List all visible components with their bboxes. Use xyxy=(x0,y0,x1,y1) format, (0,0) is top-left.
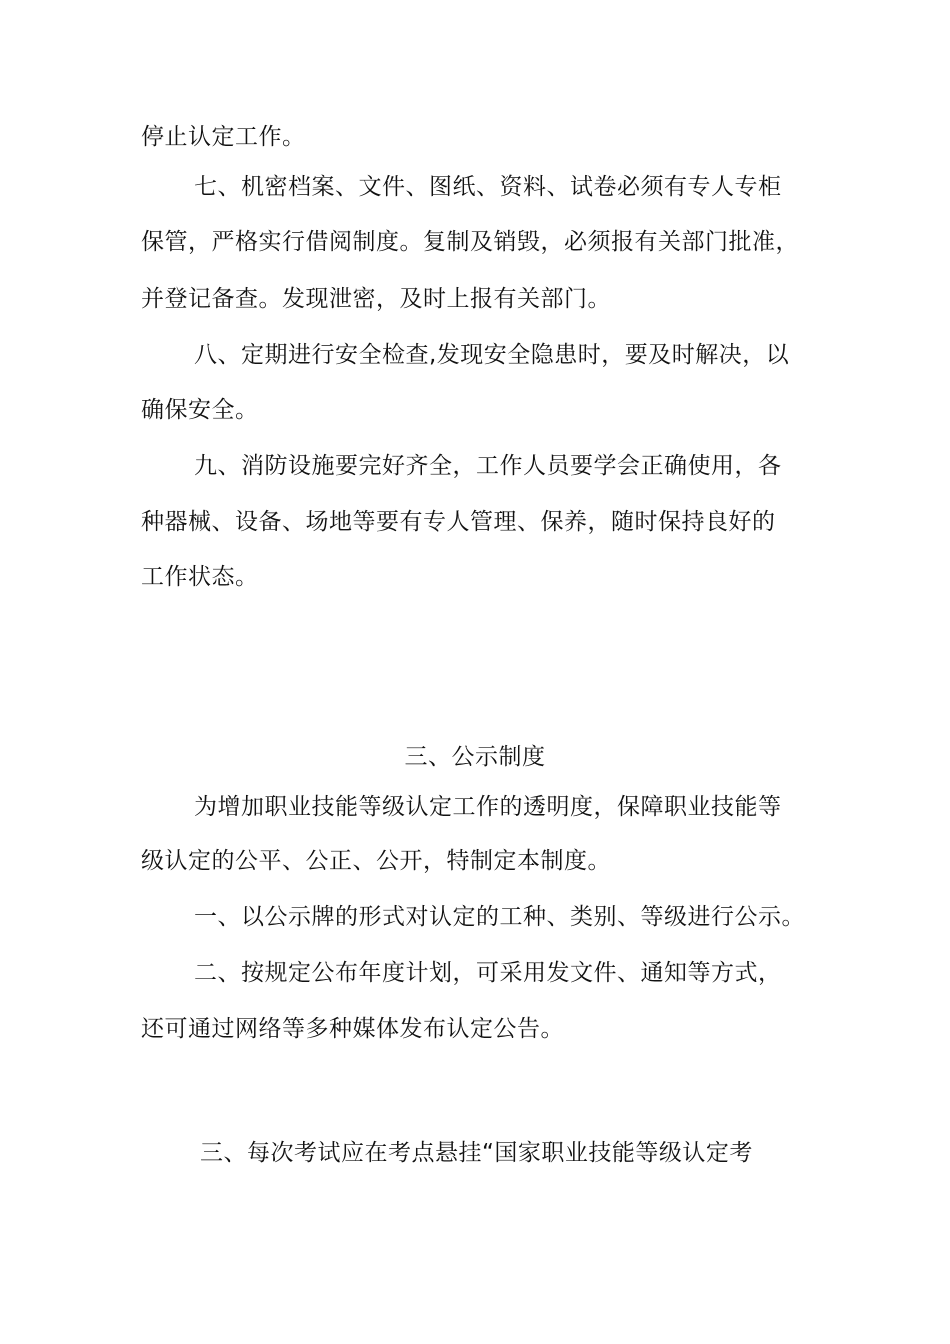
paragraph-line: 停止认定工作。 xyxy=(141,124,306,150)
paragraph-line: 种器械、设备、场地等要有专人管理、保养，随时保持良好的 xyxy=(141,509,776,535)
paragraph-line: 二、按规定公布年度计划，可采用发文件、通知等方式， xyxy=(194,960,782,986)
paragraph-line: 还可通过网络等多种媒体发布认定公告。 xyxy=(141,1016,564,1042)
section-title: 三、公示制度 xyxy=(404,744,546,770)
paragraph-line: 确保安全。 xyxy=(141,397,259,423)
paragraph-line: 级认定的公平、公正、公开，特制定本制度。 xyxy=(141,848,611,874)
paragraph-line: 工作状态。 xyxy=(141,564,259,590)
paragraph-line: 八、定期进行安全检查,发现安全隐患时，要及时解决，以 xyxy=(194,342,790,368)
paragraph-line: 保管，严格实行借阅制度。复制及销毁，必须报有关部门批准， xyxy=(141,229,799,255)
paragraph-line: 九、消防设施要完好齐全，工作人员要学会正确使用，各 xyxy=(194,453,782,479)
paragraph-line: 七、机密档案、文件、图纸、资料、试卷必须有专人专柜 xyxy=(194,174,782,200)
paragraph-line: 并登记备查。发现泄密，及时上报有关部门。 xyxy=(141,286,611,312)
paragraph-line: 一、以公示牌的形式对认定的工种、类别、等级进行公示。 xyxy=(194,904,805,930)
paragraph-line: 三、每次考试应在考点悬挂“国家职业技能等级认定考 xyxy=(200,1140,753,1166)
paragraph-line: 为增加职业技能等级认定工作的透明度，保障职业技能等 xyxy=(194,794,782,820)
